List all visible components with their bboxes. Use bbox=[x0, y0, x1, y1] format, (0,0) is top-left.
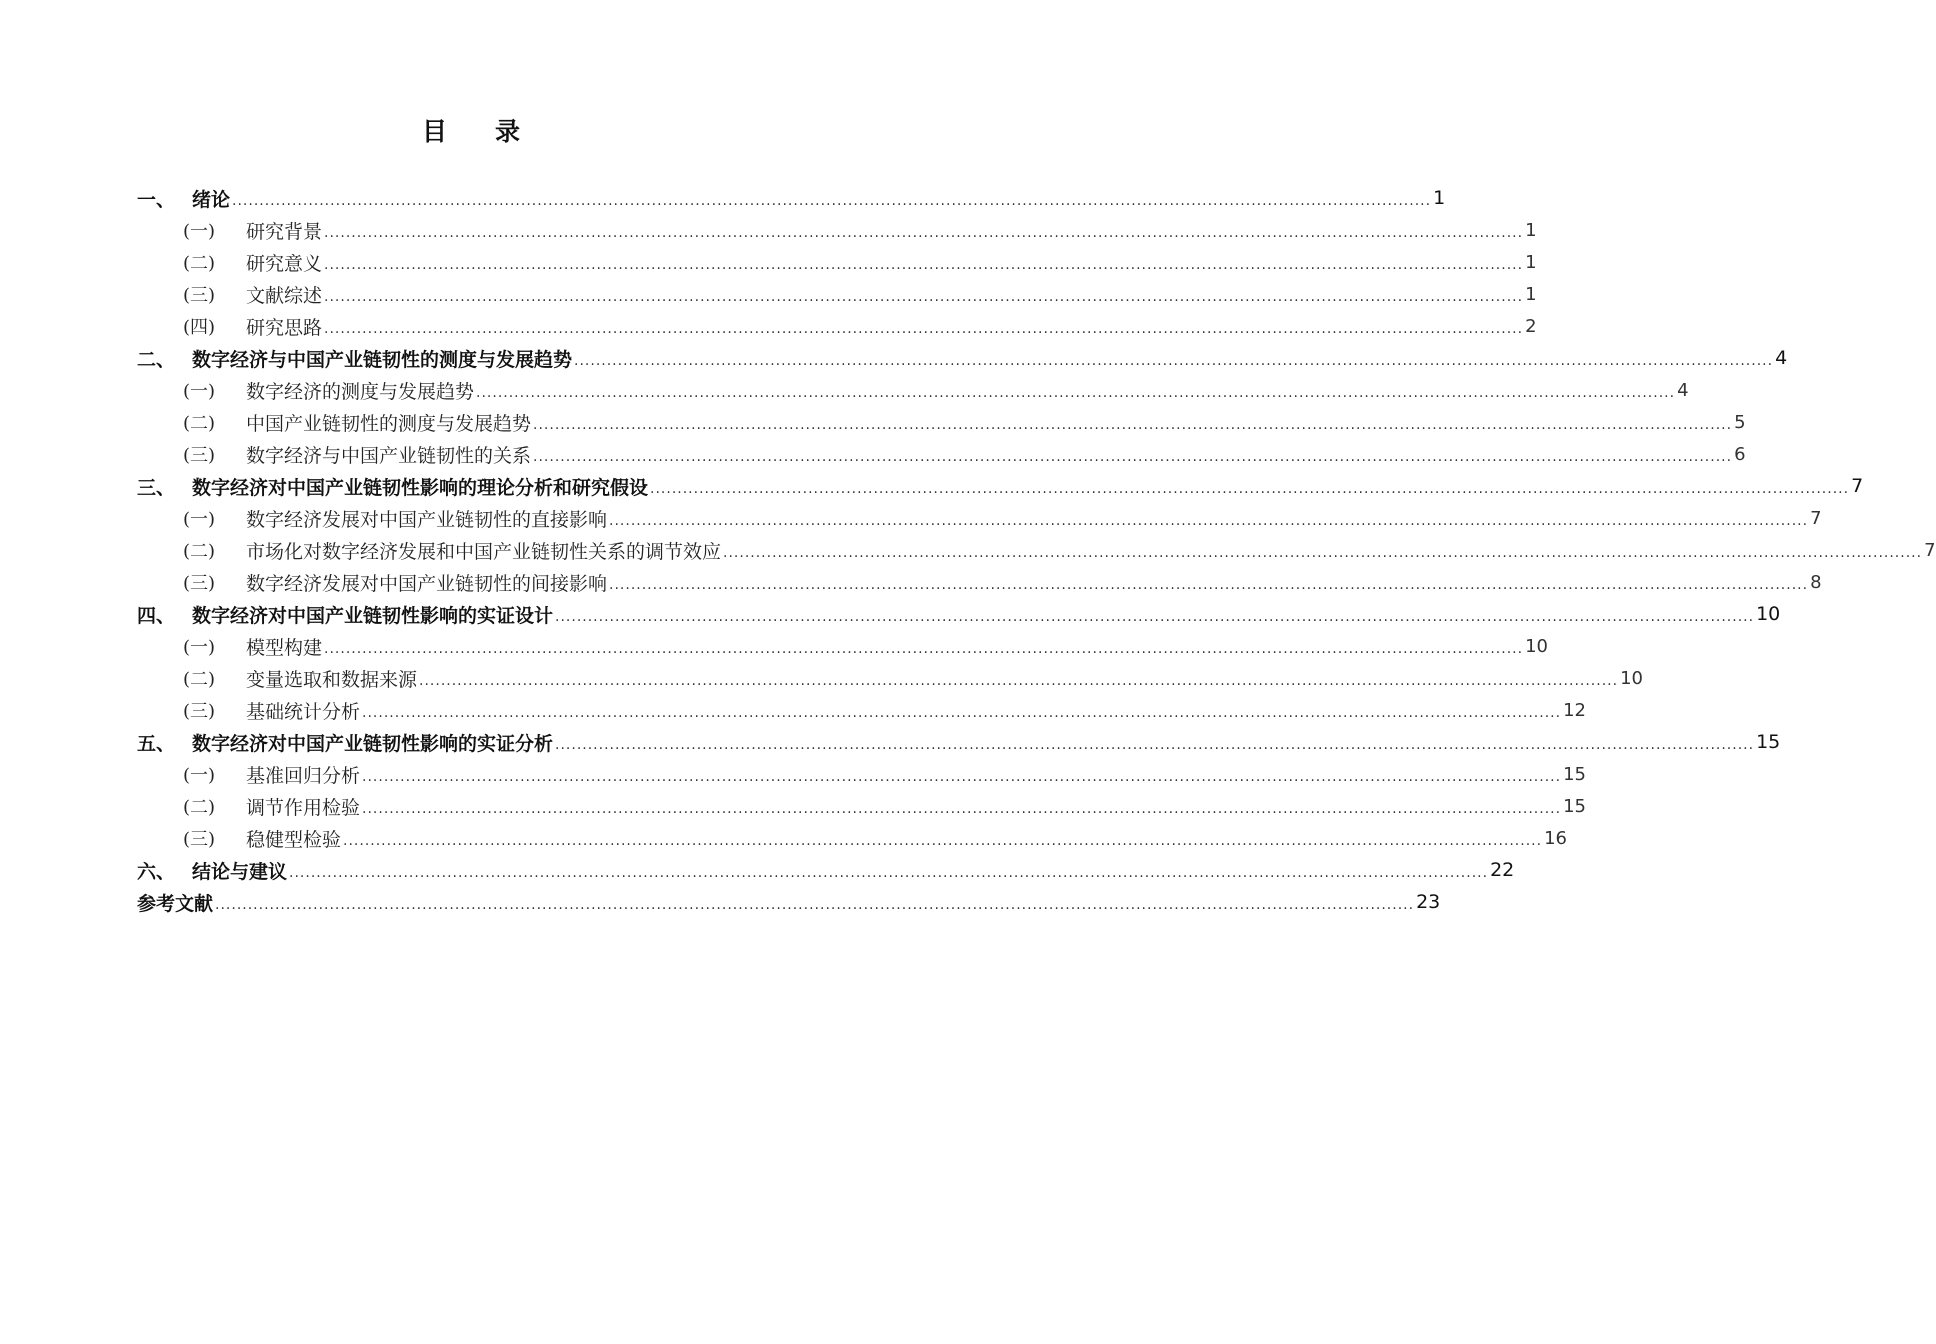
toc-entry-label: 数字经济对中国产业链韧性影响的实证设计 bbox=[192, 604, 554, 627]
dot-leader: ............................................................................................................................................................................................................................ bbox=[476, 385, 1676, 401]
toc-entry-page-number: 1 bbox=[1525, 251, 1537, 273]
toc-entry-number: (三) bbox=[183, 701, 216, 722]
dot-leader: ............................................................................................................................................................................................................................ bbox=[362, 705, 1562, 721]
toc-entry-label: 数字经济对中国产业链韧性影响的理论分析和研究假设 bbox=[192, 476, 649, 499]
dot-leader: ............................................................................................................................................................................................................................ bbox=[343, 833, 1543, 849]
toc-section-entry[interactable] bbox=[137, 278, 1537, 310]
toc-entry-label: 文献综述 bbox=[246, 284, 323, 307]
dot-leader: ............................................................................................................................................................................................................................ bbox=[555, 737, 1755, 753]
toc-entry-page-number: 4 bbox=[1677, 379, 1689, 401]
toc-entry-label: 结论与建议 bbox=[192, 860, 288, 883]
toc-entry-label: 市场化对数字经济发展和中国产业链韧性关系的调节效应 bbox=[246, 540, 722, 563]
toc-entry-number: (三) bbox=[183, 445, 216, 466]
toc-entry-number: (三) bbox=[183, 285, 216, 306]
toc-entry-page-number: 1 bbox=[1433, 187, 1446, 209]
toc-entry-number: (三) bbox=[183, 573, 216, 594]
toc-entry-number: (一) bbox=[183, 381, 216, 402]
toc-entry-number: (四) bbox=[183, 317, 216, 338]
toc-entry-number: (一) bbox=[183, 765, 216, 786]
toc-entry-page-number: 4 bbox=[1775, 347, 1788, 369]
toc-section-entry[interactable] bbox=[137, 214, 1537, 246]
toc-entry-page-number: 5 bbox=[1734, 411, 1746, 433]
toc-entry-number: 四、 bbox=[137, 604, 176, 627]
dot-leader: ............................................................................................................................................................................................................................ bbox=[324, 289, 1524, 305]
toc-entry-number: (二) bbox=[183, 413, 216, 434]
dot-leader: ............................................................................................................................................................................................................................ bbox=[574, 353, 1774, 369]
toc-entry-page-number: 7 bbox=[1810, 507, 1822, 529]
toc-section-entry[interactable] bbox=[137, 694, 1586, 726]
toc-chapter-entry[interactable] bbox=[137, 470, 1864, 502]
toc-entry-number: (二) bbox=[183, 669, 216, 690]
dot-leader: ............................................................................................................................................................................................................................ bbox=[533, 417, 1733, 433]
toc-section-entry[interactable] bbox=[137, 310, 1537, 342]
toc-entry-number: 六、 bbox=[137, 860, 176, 883]
dot-leader: ............................................................................................................................................................................................................................ bbox=[232, 193, 1432, 209]
dot-leader: ............................................................................................................................................................................................................................ bbox=[533, 449, 1733, 465]
toc-section-entry[interactable] bbox=[137, 246, 1537, 278]
dot-leader: ............................................................................................................................................................................................................................ bbox=[215, 897, 1415, 913]
dot-leader: ............................................................................................................................................................................................................................ bbox=[723, 545, 1923, 561]
toc-entry-label: 参考文献 bbox=[137, 892, 214, 915]
toc-entry-page-number: 8 bbox=[1810, 571, 1822, 593]
toc-chapter-entry[interactable] bbox=[137, 182, 1446, 214]
toc-chapter-entry[interactable] bbox=[137, 886, 1441, 918]
dot-leader: ............................................................................................................................................................................................................................ bbox=[362, 801, 1562, 817]
toc-section-entry[interactable] bbox=[137, 374, 1689, 406]
dot-leader: ............................................................................................................................................................................................................................ bbox=[289, 865, 1489, 881]
dot-leader: ............................................................................................................................................................................................................................ bbox=[419, 673, 1619, 689]
table-of-contents bbox=[137, 182, 1936, 918]
page-title: 目录 bbox=[421, 117, 568, 146]
toc-entry-page-number: 1 bbox=[1525, 283, 1537, 305]
dot-leader: ............................................................................................................................................................................................................................ bbox=[650, 481, 1850, 497]
toc-entry-number: (一) bbox=[183, 221, 216, 242]
toc-section-entry[interactable] bbox=[137, 502, 1822, 534]
dot-leader: ............................................................................................................................................................................................................................ bbox=[555, 609, 1755, 625]
toc-entry-page-number: 6 bbox=[1734, 443, 1746, 465]
toc-section-entry[interactable] bbox=[137, 534, 1936, 566]
toc-entry-label: 数字经济与中国产业链韧性的关系 bbox=[246, 444, 532, 467]
toc-section-entry[interactable] bbox=[137, 822, 1567, 854]
toc-entry-page-number: 15 bbox=[1756, 731, 1781, 753]
toc-entry-label: 中国产业链韧性的测度与发展趋势 bbox=[246, 412, 532, 435]
toc-entry-page-number: 22 bbox=[1490, 859, 1515, 881]
toc-entry-page-number: 7 bbox=[1851, 475, 1864, 497]
toc-entry-number: 五、 bbox=[137, 732, 176, 755]
toc-entry-label: 基础统计分析 bbox=[246, 700, 361, 723]
toc-entry-number: (二) bbox=[183, 253, 216, 274]
dot-leader: ............................................................................................................................................................................................................................ bbox=[609, 577, 1809, 593]
dot-leader: ............................................................................................................................................................................................................................ bbox=[324, 225, 1524, 241]
toc-entry-page-number: 10 bbox=[1620, 667, 1643, 689]
toc-entry-number: (二) bbox=[183, 541, 216, 562]
toc-chapter-entry[interactable] bbox=[137, 854, 1515, 886]
toc-entry-label: 模型构建 bbox=[246, 636, 323, 659]
toc-section-entry[interactable] bbox=[137, 630, 1548, 662]
toc-entry-label: 基准回归分析 bbox=[246, 764, 361, 787]
dot-leader: ............................................................................................................................................................................................................................ bbox=[324, 641, 1524, 657]
toc-entry-number: (一) bbox=[183, 637, 216, 658]
toc-entry-label: 研究意义 bbox=[246, 252, 323, 275]
toc-entry-number: (三) bbox=[183, 829, 216, 850]
toc-entry-page-number: 16 bbox=[1544, 827, 1567, 849]
dot-leader: ............................................................................................................................................................................................................................ bbox=[324, 257, 1524, 273]
toc-entry-label: 数字经济对中国产业链韧性影响的实证分析 bbox=[192, 732, 554, 755]
toc-entry-label: 数字经济的测度与发展趋势 bbox=[246, 380, 475, 403]
dot-leader: ............................................................................................................................................................................................................................ bbox=[362, 769, 1562, 785]
toc-entry-label: 调节作用检验 bbox=[246, 796, 361, 819]
toc-entry-number: 三、 bbox=[137, 476, 176, 499]
dot-leader: ............................................................................................................................................................................................................................ bbox=[324, 321, 1524, 337]
toc-entry-label: 数字经济与中国产业链韧性的测度与发展趋势 bbox=[192, 348, 573, 371]
toc-section-entry[interactable] bbox=[137, 790, 1586, 822]
toc-section-entry[interactable] bbox=[137, 662, 1643, 694]
toc-entry-number: (二) bbox=[183, 797, 216, 818]
toc-entry-label: 变量选取和数据来源 bbox=[246, 668, 418, 691]
toc-entry-label: 研究背景 bbox=[246, 220, 323, 243]
toc-section-entry[interactable] bbox=[137, 758, 1586, 790]
toc-entry-page-number: 12 bbox=[1563, 699, 1586, 721]
toc-entry-label: 数字经济发展对中国产业链韧性的间接影响 bbox=[246, 572, 608, 595]
toc-section-entry[interactable] bbox=[137, 566, 1822, 598]
toc-entry-page-number: 15 bbox=[1563, 795, 1586, 817]
toc-entry-page-number: 1 bbox=[1525, 219, 1537, 241]
toc-entry-label: 数字经济发展对中国产业链韧性的直接影响 bbox=[246, 508, 608, 531]
toc-entry-page-number: 15 bbox=[1563, 763, 1586, 785]
toc-entry-label: 研究思路 bbox=[246, 316, 323, 339]
toc-entry-label: 稳健型检验 bbox=[246, 828, 342, 851]
toc-entry-number: (一) bbox=[183, 509, 216, 530]
toc-entry-page-number: 23 bbox=[1416, 891, 1441, 913]
toc-entry-page-number: 2 bbox=[1525, 315, 1537, 337]
toc-chapter-entry[interactable] bbox=[137, 342, 1788, 374]
toc-entry-page-number: 10 bbox=[1756, 603, 1781, 625]
toc-entry-page-number: 7 bbox=[1924, 539, 1936, 561]
toc-section-entry[interactable] bbox=[137, 438, 1746, 470]
toc-chapter-entry[interactable] bbox=[137, 598, 1781, 630]
toc-entry-number: 一、 bbox=[137, 188, 176, 211]
toc-entry-number: 二、 bbox=[137, 348, 176, 371]
toc-chapter-entry[interactable] bbox=[137, 726, 1781, 758]
toc-entry-page-number: 10 bbox=[1525, 635, 1548, 657]
toc-section-entry[interactable] bbox=[137, 406, 1746, 438]
dot-leader: ............................................................................................................................................................................................................................ bbox=[609, 513, 1809, 529]
toc-entry-label: 绪论 bbox=[192, 188, 231, 211]
